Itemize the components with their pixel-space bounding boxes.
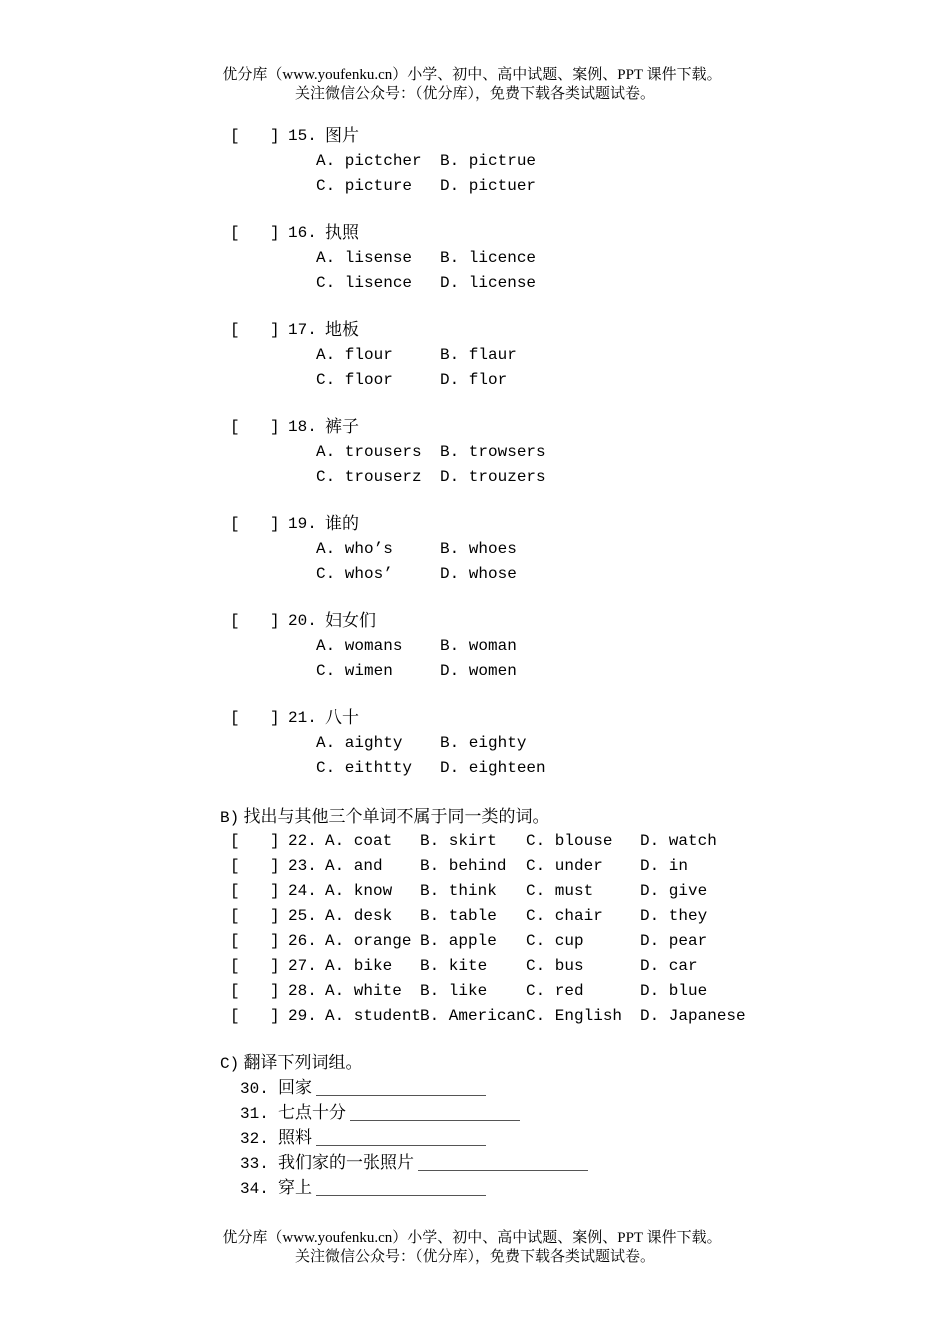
option-a: A. know bbox=[325, 882, 393, 900]
question-block bbox=[230, 318, 880, 393]
page-footer bbox=[0, 1229, 950, 1267]
answer-bracket-close: ] bbox=[270, 832, 280, 850]
page-header bbox=[0, 66, 950, 104]
question-number: 23. bbox=[288, 857, 317, 875]
option-b: B. eighty bbox=[440, 734, 527, 752]
option-b: B. American bbox=[420, 1007, 526, 1025]
question-word: 图片 bbox=[325, 126, 359, 146]
option-c: C. under bbox=[526, 857, 603, 875]
option-c: C. cup bbox=[526, 932, 584, 950]
option-c: C. trouserz bbox=[316, 468, 422, 486]
option-c: C. English bbox=[526, 1007, 623, 1025]
phrase-text: 我们家的一张照片 bbox=[278, 1153, 414, 1172]
option-b: B. pictrue bbox=[440, 152, 537, 170]
option-c: C. must bbox=[526, 882, 594, 900]
option-row bbox=[230, 440, 880, 465]
option-row bbox=[230, 174, 880, 199]
section-b-title: B) 找出与其他三个单词不属于同一类的词。 bbox=[220, 807, 550, 827]
list-item bbox=[240, 1075, 486, 1100]
question-header bbox=[230, 706, 880, 731]
question-block bbox=[230, 512, 880, 587]
question-word: 裤子 bbox=[325, 417, 359, 437]
option-row bbox=[230, 756, 880, 781]
option-d: D. car bbox=[640, 957, 698, 975]
option-d: D. watch bbox=[640, 832, 717, 850]
option-row bbox=[230, 149, 880, 174]
question-number: 22. bbox=[288, 832, 317, 850]
option-d: D. blue bbox=[640, 982, 708, 1000]
option-d: D. give bbox=[640, 882, 708, 900]
option-row bbox=[230, 634, 880, 659]
option-c: C. floor bbox=[316, 371, 393, 389]
option-d: D. pear bbox=[640, 932, 708, 950]
option-d: D. flor bbox=[440, 371, 508, 389]
option-d: D. license bbox=[440, 274, 537, 292]
answer-bracket-open[interactable]: [ bbox=[230, 932, 240, 950]
option-c: C. whos’ bbox=[316, 565, 393, 583]
answer-bracket-close: ] bbox=[270, 1007, 280, 1025]
phrase-text: 穿上 bbox=[278, 1178, 312, 1197]
question-number: 33. bbox=[240, 1155, 269, 1173]
answer-bracket-close: ] bbox=[270, 982, 280, 1000]
question-number: 31. bbox=[240, 1105, 269, 1123]
option-b: B. kite bbox=[420, 957, 488, 975]
answer-bracket-open[interactable]: [ bbox=[230, 612, 240, 630]
option-a: A. orange bbox=[325, 932, 412, 950]
question-header bbox=[230, 512, 880, 537]
option-d: D. trouzers bbox=[440, 468, 546, 486]
answer-bracket-close: ] bbox=[270, 321, 280, 339]
option-row bbox=[230, 465, 880, 490]
answer-bracket-close: ] bbox=[270, 709, 280, 727]
question-number: 17. bbox=[288, 321, 317, 339]
option-d: D. eighteen bbox=[440, 759, 546, 777]
option-a: A. aighty bbox=[316, 734, 403, 752]
option-b: B. licence bbox=[440, 249, 537, 267]
option-c: C. wimen bbox=[316, 662, 393, 680]
question-word: 执照 bbox=[325, 223, 359, 243]
question-number: 30. bbox=[240, 1080, 269, 1098]
question-number: 34. bbox=[240, 1180, 269, 1198]
answer-bracket-close: ] bbox=[270, 418, 280, 436]
option-c: C. blouse bbox=[526, 832, 613, 850]
answer-bracket-open[interactable]: [ bbox=[230, 418, 240, 436]
answer-blank[interactable] bbox=[316, 1181, 486, 1196]
option-row bbox=[230, 562, 880, 587]
option-b: B. whoes bbox=[440, 540, 517, 558]
option-d: D. in bbox=[640, 857, 689, 875]
option-c: C. red bbox=[526, 982, 584, 1000]
question-word: 地板 bbox=[325, 320, 359, 340]
option-row bbox=[230, 343, 880, 368]
phrase-text: 七点十分 bbox=[278, 1103, 346, 1122]
option-a: A. pictcher bbox=[316, 152, 422, 170]
option-c: C. chair bbox=[526, 907, 603, 925]
option-c: C. lisence bbox=[316, 274, 413, 292]
answer-bracket-close: ] bbox=[270, 515, 280, 533]
option-c: C. eithtty bbox=[316, 759, 413, 777]
answer-bracket-open[interactable]: [ bbox=[230, 515, 240, 533]
answer-bracket-open[interactable]: [ bbox=[230, 907, 240, 925]
table-row bbox=[230, 929, 910, 954]
list-item bbox=[240, 1150, 588, 1175]
table-row bbox=[230, 979, 910, 1004]
question-number: 16. bbox=[288, 224, 317, 242]
list-item bbox=[240, 1175, 486, 1200]
question-word: 妇女们 bbox=[325, 611, 376, 631]
option-c: C. picture bbox=[316, 177, 413, 195]
question-number: 24. bbox=[288, 882, 317, 900]
option-a: A. student bbox=[325, 1007, 422, 1025]
answer-bracket-close: ] bbox=[270, 224, 280, 242]
option-a: A. desk bbox=[325, 907, 393, 925]
answer-blank[interactable] bbox=[350, 1106, 520, 1121]
option-a: A. who’s bbox=[316, 540, 393, 558]
phrase-text: 照料 bbox=[278, 1128, 312, 1147]
answer-blank[interactable] bbox=[418, 1156, 588, 1171]
list-item bbox=[240, 1100, 520, 1125]
answer-blank[interactable] bbox=[316, 1081, 486, 1096]
answer-bracket-close: ] bbox=[270, 127, 280, 145]
question-number: 27. bbox=[288, 957, 317, 975]
answer-bracket-open[interactable]: [ bbox=[230, 957, 240, 975]
option-row bbox=[230, 271, 880, 296]
option-b: B. flaur bbox=[440, 346, 517, 364]
question-number: 20. bbox=[288, 612, 317, 630]
answer-bracket-close: ] bbox=[270, 882, 280, 900]
option-a: A. bike bbox=[325, 957, 393, 975]
option-row bbox=[230, 537, 880, 562]
table-row bbox=[230, 954, 910, 979]
answer-bracket-open[interactable]: [ bbox=[230, 709, 240, 727]
answer-bracket-open[interactable]: [ bbox=[230, 832, 240, 850]
option-row bbox=[230, 731, 880, 756]
question-block bbox=[230, 706, 880, 781]
option-a: A. lisense bbox=[316, 249, 413, 267]
option-b: B. table bbox=[420, 907, 497, 925]
option-d: D. pictuer bbox=[440, 177, 537, 195]
phrase-text: 回家 bbox=[278, 1078, 312, 1097]
question-header bbox=[230, 415, 880, 440]
option-row bbox=[230, 368, 880, 393]
question-number: 15. bbox=[288, 127, 317, 145]
answer-bracket-close: ] bbox=[270, 857, 280, 875]
option-b: B. behind bbox=[420, 857, 507, 875]
option-a: A. womans bbox=[316, 637, 403, 655]
question-header bbox=[230, 318, 880, 343]
option-row bbox=[230, 659, 880, 684]
question-number: 19. bbox=[288, 515, 317, 533]
footer-line-2: 关注微信公众号：（优分库），免费下载各类试题试卷。 bbox=[294, 1249, 655, 1265]
question-header bbox=[230, 124, 880, 149]
table-row bbox=[230, 904, 910, 929]
question-word: 谁的 bbox=[325, 514, 359, 534]
option-a: A. coat bbox=[325, 832, 393, 850]
option-b: B. skirt bbox=[420, 832, 497, 850]
question-number: 28. bbox=[288, 982, 317, 1000]
question-block bbox=[230, 609, 880, 684]
option-d: D. they bbox=[640, 907, 708, 925]
table-row bbox=[230, 829, 910, 854]
answer-bracket-open[interactable]: [ bbox=[230, 882, 240, 900]
option-b: B. woman bbox=[440, 637, 517, 655]
option-row bbox=[230, 246, 880, 271]
question-block bbox=[230, 221, 880, 296]
question-number: 29. bbox=[288, 1007, 317, 1025]
question-header bbox=[230, 221, 880, 246]
question-number: 21. bbox=[288, 709, 317, 727]
question-block bbox=[230, 124, 880, 199]
header-line-1: 优分库（www.youfenku.cn）小学、初中、高中试题、案例、PPT 课件下载。 bbox=[222, 67, 722, 83]
answer-bracket-open[interactable]: [ bbox=[230, 224, 240, 242]
answer-bracket-close: ] bbox=[270, 612, 280, 630]
table-row bbox=[230, 1004, 910, 1029]
question-number: 18. bbox=[288, 418, 317, 436]
question-number: 32. bbox=[240, 1130, 269, 1148]
table-row bbox=[230, 854, 910, 879]
option-a: A. trousers bbox=[316, 443, 422, 461]
option-a: A. flour bbox=[316, 346, 393, 364]
footer-line-1: 优分库（www.youfenku.cn）小学、初中、高中试题、案例、PPT 课件下载。 bbox=[222, 1230, 722, 1246]
answer-blank[interactable] bbox=[316, 1131, 486, 1146]
option-c: C. bus bbox=[526, 957, 584, 975]
option-a: A. and bbox=[325, 857, 383, 875]
list-item bbox=[240, 1125, 486, 1150]
option-b: B. apple bbox=[420, 932, 497, 950]
answer-bracket-open[interactable]: [ bbox=[230, 1007, 240, 1025]
table-row bbox=[230, 879, 910, 904]
answer-bracket-close: ] bbox=[270, 932, 280, 950]
option-b: B. like bbox=[420, 982, 488, 1000]
question-word: 八十 bbox=[325, 708, 359, 728]
option-b: B. trowsers bbox=[440, 443, 546, 461]
section-c-title: C) 翻译下列词组。 bbox=[220, 1053, 363, 1073]
option-a: A. white bbox=[325, 982, 402, 1000]
answer-bracket-close: ] bbox=[270, 957, 280, 975]
question-number: 25. bbox=[288, 907, 317, 925]
answer-bracket-open[interactable]: [ bbox=[230, 982, 240, 1000]
question-header bbox=[230, 609, 880, 634]
answer-bracket-open[interactable]: [ bbox=[230, 857, 240, 875]
answer-bracket-close: ] bbox=[270, 907, 280, 925]
question-number: 26. bbox=[288, 932, 317, 950]
option-d: D. Japanese bbox=[640, 1007, 746, 1025]
answer-bracket-open[interactable]: [ bbox=[230, 321, 240, 339]
option-b: B. think bbox=[420, 882, 497, 900]
header-line-2: 关注微信公众号：（优分库），免费下载各类试题试卷。 bbox=[294, 86, 655, 102]
answer-bracket-open[interactable]: [ bbox=[230, 127, 240, 145]
option-d: D. women bbox=[440, 662, 517, 680]
question-block bbox=[230, 415, 880, 490]
option-d: D. whose bbox=[440, 565, 517, 583]
